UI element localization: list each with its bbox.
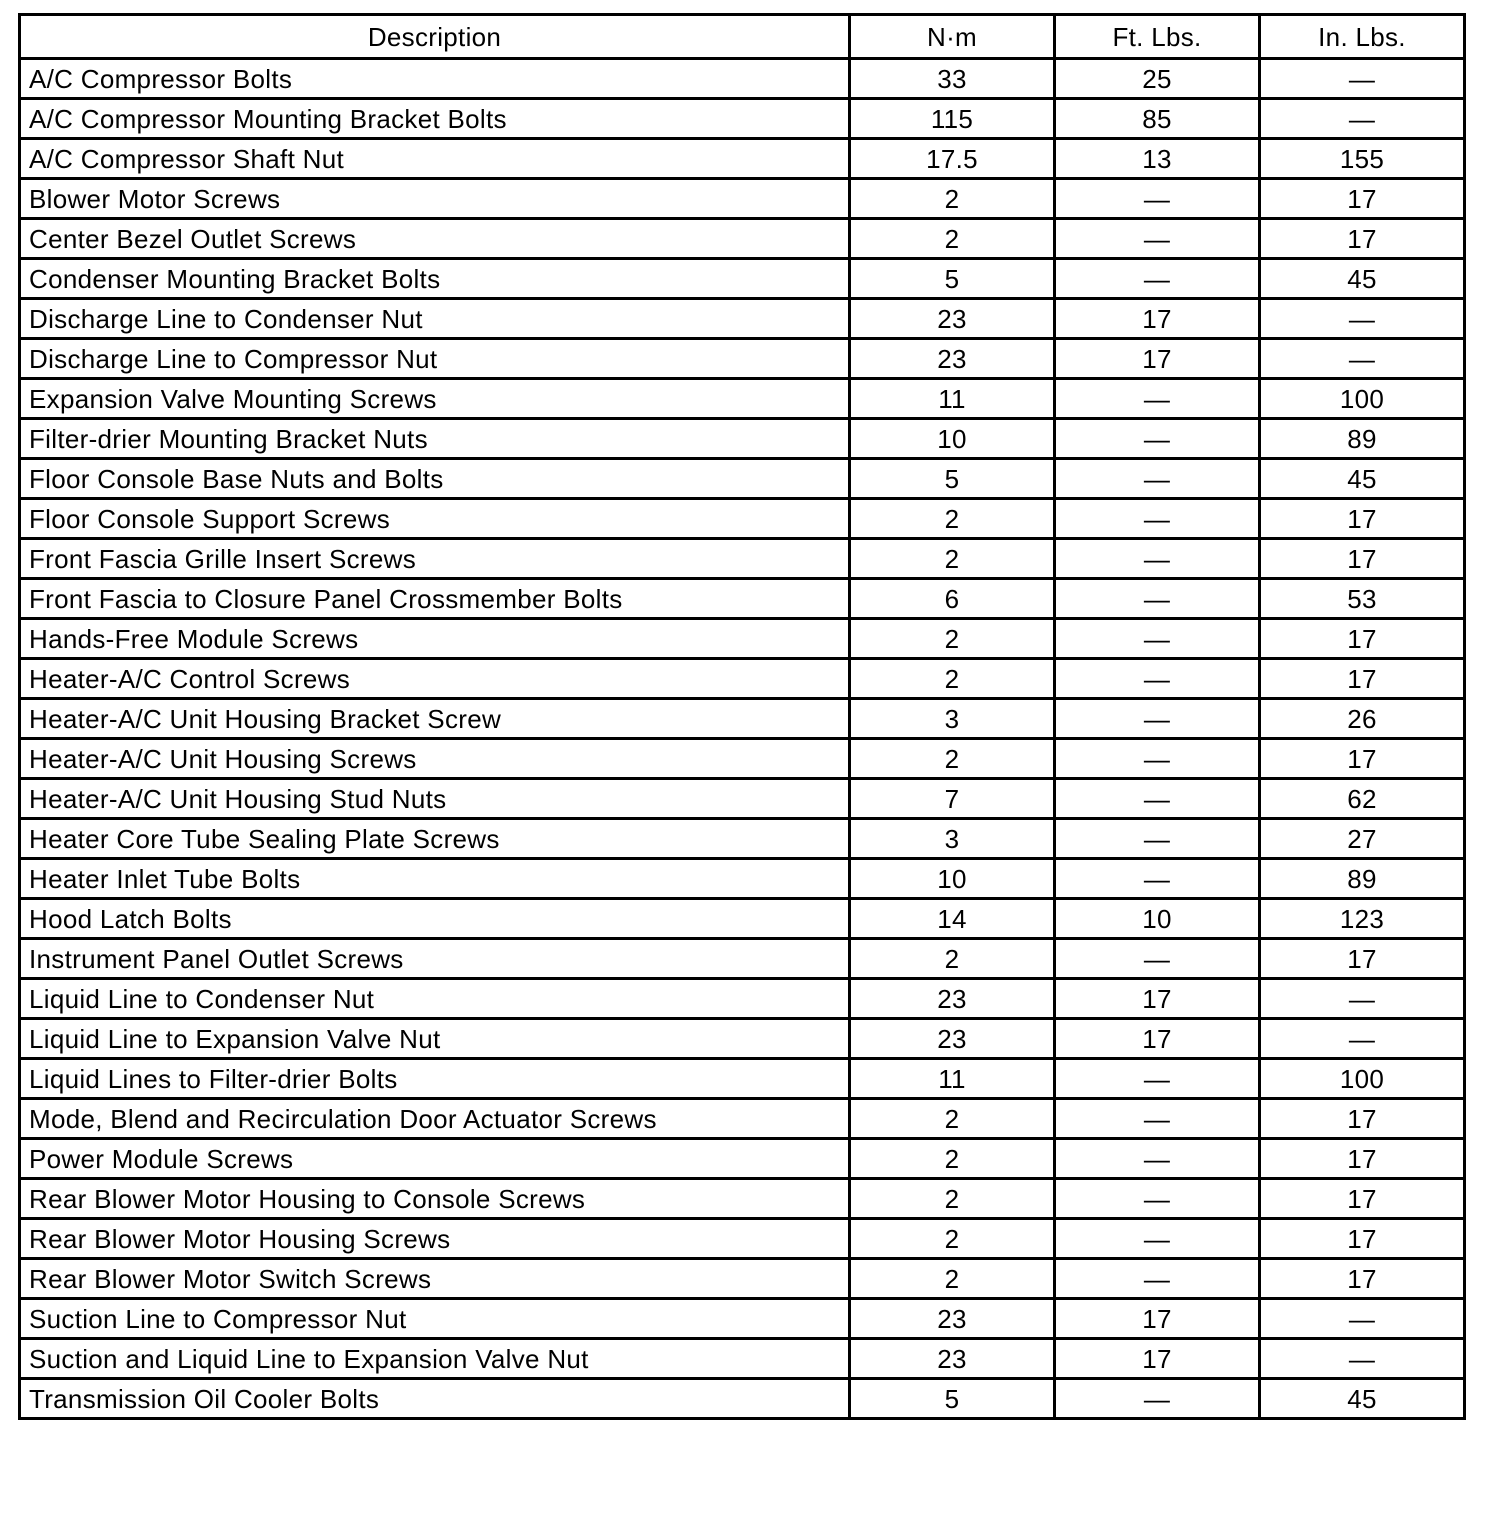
table-row	[20, 1339, 1465, 1379]
cell-foot-pounds: —	[1055, 459, 1260, 499]
table-row	[20, 699, 1465, 739]
cell-inch-pounds: 17	[1260, 1179, 1465, 1219]
table-row	[20, 459, 1465, 499]
table-row	[20, 59, 1465, 99]
table-row	[20, 939, 1465, 979]
cell-description: Front Fascia Grille Insert Screws	[20, 539, 850, 579]
cell-inch-pounds: 27	[1260, 819, 1465, 859]
cell-foot-pounds: —	[1055, 579, 1260, 619]
cell-foot-pounds: —	[1055, 1379, 1260, 1419]
cell-foot-pounds: 25	[1055, 59, 1260, 99]
cell-newton-meters: 2	[850, 939, 1055, 979]
cell-description: Center Bezel Outlet Screws	[20, 219, 850, 259]
cell-inch-pounds: 123	[1260, 899, 1465, 939]
cell-foot-pounds: 13	[1055, 139, 1260, 179]
header-description: Description	[20, 15, 850, 59]
cell-inch-pounds: 17	[1260, 659, 1465, 699]
cell-description: Instrument Panel Outlet Screws	[20, 939, 850, 979]
cell-description: Heater-A/C Unit Housing Stud Nuts	[20, 779, 850, 819]
table-row	[20, 579, 1465, 619]
table-row	[20, 899, 1465, 939]
cell-inch-pounds: —	[1260, 339, 1465, 379]
cell-description: Heater Core Tube Sealing Plate Screws	[20, 819, 850, 859]
table-row	[20, 179, 1465, 219]
cell-inch-pounds: 17	[1260, 739, 1465, 779]
table-row	[20, 859, 1465, 899]
cell-foot-pounds: 17	[1055, 1019, 1260, 1059]
table-row	[20, 219, 1465, 259]
cell-inch-pounds: —	[1260, 99, 1465, 139]
table-body	[20, 59, 1465, 1419]
cell-foot-pounds: 17	[1055, 339, 1260, 379]
cell-newton-meters: 23	[850, 1299, 1055, 1339]
cell-foot-pounds: —	[1055, 659, 1260, 699]
cell-newton-meters: 17.5	[850, 139, 1055, 179]
cell-inch-pounds: 45	[1260, 259, 1465, 299]
cell-foot-pounds: —	[1055, 499, 1260, 539]
cell-newton-meters: 11	[850, 379, 1055, 419]
cell-newton-meters: 2	[850, 1139, 1055, 1179]
cell-inch-pounds: 62	[1260, 779, 1465, 819]
cell-description: Suction and Liquid Line to Expansion Valve Nut	[20, 1339, 850, 1379]
table-row	[20, 1139, 1465, 1179]
table-row	[20, 379, 1465, 419]
cell-inch-pounds: 45	[1260, 1379, 1465, 1419]
fastener-torque-table	[18, 13, 1466, 1420]
table-row	[20, 979, 1465, 1019]
cell-inch-pounds: 100	[1260, 1059, 1465, 1099]
cell-description: A/C Compressor Shaft Nut	[20, 139, 850, 179]
cell-foot-pounds: —	[1055, 1139, 1260, 1179]
cell-newton-meters: 2	[850, 1179, 1055, 1219]
cell-inch-pounds: —	[1260, 1339, 1465, 1379]
cell-foot-pounds: —	[1055, 779, 1260, 819]
cell-foot-pounds: —	[1055, 619, 1260, 659]
cell-description: Liquid Line to Condenser Nut	[20, 979, 850, 1019]
cell-foot-pounds: —	[1055, 699, 1260, 739]
cell-description: Liquid Line to Expansion Valve Nut	[20, 1019, 850, 1059]
cell-inch-pounds: 155	[1260, 139, 1465, 179]
cell-newton-meters: 23	[850, 339, 1055, 379]
cell-newton-meters: 5	[850, 459, 1055, 499]
cell-newton-meters: 2	[850, 539, 1055, 579]
table-row	[20, 1299, 1465, 1339]
cell-description: Rear Blower Motor Switch Screws	[20, 1259, 850, 1299]
cell-newton-meters: 23	[850, 299, 1055, 339]
cell-inch-pounds: 17	[1260, 499, 1465, 539]
cell-foot-pounds: —	[1055, 419, 1260, 459]
table-row	[20, 1179, 1465, 1219]
cell-foot-pounds: —	[1055, 179, 1260, 219]
cell-description: Expansion Valve Mounting Screws	[20, 379, 850, 419]
header-foot-pounds: Ft. Lbs.	[1055, 15, 1260, 59]
cell-newton-meters: 6	[850, 579, 1055, 619]
table-row	[20, 659, 1465, 699]
table-row	[20, 619, 1465, 659]
cell-newton-meters: 5	[850, 1379, 1055, 1419]
cell-inch-pounds: —	[1260, 59, 1465, 99]
cell-newton-meters: 2	[850, 619, 1055, 659]
cell-foot-pounds: —	[1055, 739, 1260, 779]
cell-inch-pounds: 17	[1260, 1219, 1465, 1259]
cell-foot-pounds: —	[1055, 1259, 1260, 1299]
cell-newton-meters: 5	[850, 259, 1055, 299]
cell-foot-pounds: —	[1055, 1099, 1260, 1139]
cell-inch-pounds: 17	[1260, 1099, 1465, 1139]
cell-description: Rear Blower Motor Housing to Console Screws	[20, 1179, 850, 1219]
cell-inch-pounds: 17	[1260, 219, 1465, 259]
cell-inch-pounds: 17	[1260, 179, 1465, 219]
cell-foot-pounds: 85	[1055, 99, 1260, 139]
cell-inch-pounds: 17	[1260, 1139, 1465, 1179]
cell-newton-meters: 23	[850, 979, 1055, 1019]
table-row	[20, 1219, 1465, 1259]
cell-description: Discharge Line to Condenser Nut	[20, 299, 850, 339]
table-row	[20, 499, 1465, 539]
cell-newton-meters: 2	[850, 179, 1055, 219]
table-row	[20, 419, 1465, 459]
cell-inch-pounds: 26	[1260, 699, 1465, 739]
cell-description: Liquid Lines to Filter-drier Bolts	[20, 1059, 850, 1099]
cell-inch-pounds: 100	[1260, 379, 1465, 419]
cell-inch-pounds: —	[1260, 1019, 1465, 1059]
cell-foot-pounds: —	[1055, 1179, 1260, 1219]
cell-description: A/C Compressor Bolts	[20, 59, 850, 99]
table-row	[20, 1059, 1465, 1099]
cell-inch-pounds: 89	[1260, 859, 1465, 899]
cell-description: A/C Compressor Mounting Bracket Bolts	[20, 99, 850, 139]
table-row	[20, 139, 1465, 179]
cell-newton-meters: 2	[850, 499, 1055, 539]
table-row	[20, 1099, 1465, 1139]
cell-description: Condenser Mounting Bracket Bolts	[20, 259, 850, 299]
cell-description: Front Fascia to Closure Panel Crossmember Bolts	[20, 579, 850, 619]
cell-description: Floor Console Base Nuts and Bolts	[20, 459, 850, 499]
cell-newton-meters: 2	[850, 1099, 1055, 1139]
cell-foot-pounds: 17	[1055, 1339, 1260, 1379]
cell-foot-pounds: —	[1055, 539, 1260, 579]
cell-description: Floor Console Support Screws	[20, 499, 850, 539]
cell-inch-pounds: 53	[1260, 579, 1465, 619]
cell-inch-pounds: 89	[1260, 419, 1465, 459]
table-row	[20, 1019, 1465, 1059]
cell-inch-pounds: —	[1260, 1299, 1465, 1339]
cell-description: Suction Line to Compressor Nut	[20, 1299, 850, 1339]
cell-foot-pounds: 10	[1055, 899, 1260, 939]
table-row	[20, 819, 1465, 859]
table-row	[20, 539, 1465, 579]
cell-description: Hood Latch Bolts	[20, 899, 850, 939]
cell-foot-pounds: —	[1055, 259, 1260, 299]
table-row	[20, 779, 1465, 819]
cell-foot-pounds: —	[1055, 219, 1260, 259]
cell-newton-meters: 23	[850, 1019, 1055, 1059]
cell-newton-meters: 2	[850, 659, 1055, 699]
cell-inch-pounds: 17	[1260, 539, 1465, 579]
cell-inch-pounds: 17	[1260, 619, 1465, 659]
cell-foot-pounds: —	[1055, 859, 1260, 899]
cell-newton-meters: 2	[850, 1219, 1055, 1259]
cell-description: Hands-Free Module Screws	[20, 619, 850, 659]
cell-inch-pounds: —	[1260, 299, 1465, 339]
cell-description: Rear Blower Motor Housing Screws	[20, 1219, 850, 1259]
cell-inch-pounds: —	[1260, 979, 1465, 1019]
cell-foot-pounds: —	[1055, 1059, 1260, 1099]
cell-foot-pounds: 17	[1055, 299, 1260, 339]
header-newton-meters: N·m	[850, 15, 1055, 59]
table-row	[20, 259, 1465, 299]
cell-description: Heater Inlet Tube Bolts	[20, 859, 850, 899]
cell-inch-pounds: 17	[1260, 1259, 1465, 1299]
cell-foot-pounds: —	[1055, 819, 1260, 859]
table-row	[20, 739, 1465, 779]
cell-newton-meters: 14	[850, 899, 1055, 939]
cell-newton-meters: 33	[850, 59, 1055, 99]
cell-newton-meters: 115	[850, 99, 1055, 139]
cell-description: Power Module Screws	[20, 1139, 850, 1179]
cell-newton-meters: 3	[850, 819, 1055, 859]
table-row	[20, 1259, 1465, 1299]
cell-inch-pounds: 17	[1260, 939, 1465, 979]
cell-newton-meters: 2	[850, 739, 1055, 779]
cell-description: Blower Motor Screws	[20, 179, 850, 219]
cell-newton-meters: 2	[850, 219, 1055, 259]
cell-foot-pounds: —	[1055, 939, 1260, 979]
cell-newton-meters: 11	[850, 1059, 1055, 1099]
cell-newton-meters: 7	[850, 779, 1055, 819]
cell-description: Heater-A/C Unit Housing Bracket Screw	[20, 699, 850, 739]
table-header-row	[20, 15, 1465, 59]
cell-foot-pounds: —	[1055, 1219, 1260, 1259]
cell-description: Discharge Line to Compressor Nut	[20, 339, 850, 379]
table-row	[20, 99, 1465, 139]
cell-foot-pounds: 17	[1055, 1299, 1260, 1339]
table-row	[20, 1379, 1465, 1419]
table-row	[20, 339, 1465, 379]
cell-newton-meters: 23	[850, 1339, 1055, 1379]
cell-description: Filter-drier Mounting Bracket Nuts	[20, 419, 850, 459]
cell-newton-meters: 2	[850, 1259, 1055, 1299]
cell-description: Heater-A/C Unit Housing Screws	[20, 739, 850, 779]
cell-description: Heater-A/C Control Screws	[20, 659, 850, 699]
cell-foot-pounds: —	[1055, 379, 1260, 419]
cell-inch-pounds: 45	[1260, 459, 1465, 499]
cell-description: Mode, Blend and Recirculation Door Actuator Screws	[20, 1099, 850, 1139]
cell-newton-meters: 10	[850, 419, 1055, 459]
table-row	[20, 299, 1465, 339]
cell-newton-meters: 3	[850, 699, 1055, 739]
cell-description: Transmission Oil Cooler Bolts	[20, 1379, 850, 1419]
cell-newton-meters: 10	[850, 859, 1055, 899]
cell-foot-pounds: 17	[1055, 979, 1260, 1019]
header-inch-pounds: In. Lbs.	[1260, 15, 1465, 59]
